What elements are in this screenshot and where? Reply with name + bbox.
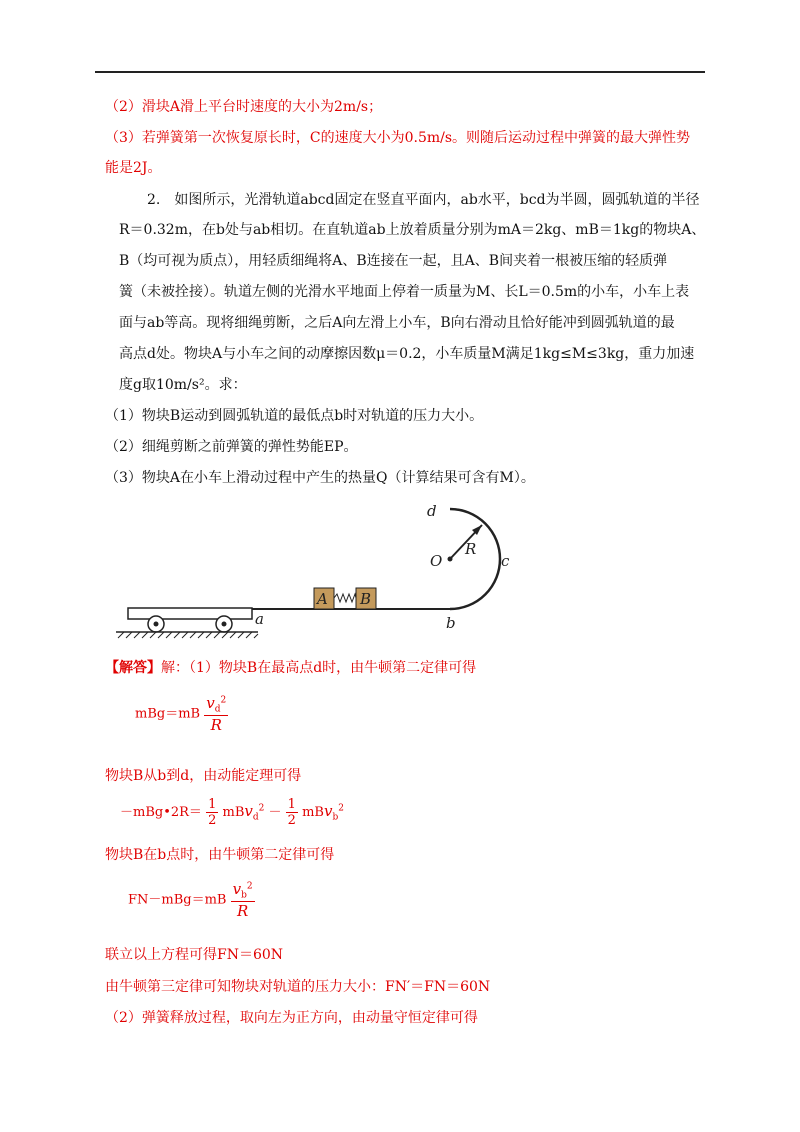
spring: [334, 594, 356, 602]
result-2: 由牛顿第三定律可知物块对轨道的压力大小：FN′＝FN＝60N: [105, 979, 491, 995]
eq2-half-den: 2: [208, 813, 217, 828]
eq2-half2-den: 2: [287, 813, 296, 828]
track-diagram: [110, 500, 530, 650]
eq2-v2: v: [323, 802, 333, 820]
solution-intro: 解：（1）物块B在最高点d时，由牛顿第二定律可得: [161, 660, 477, 676]
eq1-v: v: [206, 694, 215, 712]
question-1: （1）物块B运动到圆弧轨道的最低点b时对轨道的压力大小。: [105, 408, 484, 424]
problem-line-7: 度g取10m/s²。求：: [119, 377, 247, 393]
label-d: d: [427, 502, 437, 520]
eq3-fraction: $\frac{v_b^2}{R}$: [232, 880, 253, 920]
cart-wheel-right-hub: [222, 622, 227, 627]
eq2-term2: mB: [302, 805, 324, 820]
prev-answer-3-line2: 能是2J。: [105, 160, 162, 176]
eq2-v1: v: [244, 802, 253, 820]
prev-answer-2: （2）滑块A滑上平台时速度的大小为2m/s；: [105, 99, 383, 115]
problem-line-6: 高点d处。物块A与小车之间的动摩擦因数μ＝0.2，小车质量M满足1kg≤M≤3kg，重力加速: [119, 346, 695, 362]
solution-tag: 【解答】: [105, 660, 161, 676]
question-3: （3）物块A在小车上滑动过程中产生的热量Q（计算结果可含有M）。: [105, 470, 535, 486]
eq1-fraction: [204, 694, 228, 734]
prev-answer-3-line1: （3）若弹簧第一次恢复原长时，C的速度大小为0.5m/s。则随后运动过程中弹簧的最大弹性势: [105, 130, 691, 146]
problem-line-2: R＝0.32m，在b处与ab相切。在直轨道ab上放着质量分别为mA＝2kg、mB＝1kg的物块A、: [119, 222, 706, 238]
eq2-half2-num: 1: [287, 797, 296, 812]
label-O: O: [430, 552, 443, 570]
problem-line-1: 2. 如图所示，光滑轨道abcd固定在竖直平面内，ab水平，bcd为半圆，圆弧轨道的半径: [147, 192, 700, 208]
solution-intro-line: [105, 658, 476, 678]
label-b: b: [446, 614, 456, 632]
track-bcd: [450, 509, 500, 609]
cart-wheel-left-hub: [154, 622, 159, 627]
label-R: R: [465, 540, 477, 558]
eq1-sup: 2: [220, 695, 227, 706]
label-A: A: [317, 590, 328, 608]
problem-line-3: B（均可视为质点），用轻质细绳将A、B连接在一起，且A、B间夹着一根被压缩的轻质弹: [119, 253, 668, 269]
eq3-left: FN－mBg＝mB: [128, 892, 227, 908]
eq1-den: R: [210, 715, 222, 734]
solution-part-2: （2）弹簧释放过程，取向左为正方向，由动量守恒定律可得: [105, 1010, 478, 1026]
cart-body: [128, 608, 252, 619]
eq3-v: v: [232, 880, 242, 898]
equation-3: [128, 880, 255, 920]
eq2-minus: －: [268, 805, 282, 820]
ground-hatch: [118, 632, 258, 638]
eq2-left: －mBg•2R＝: [120, 805, 202, 820]
label-a: a: [255, 610, 264, 628]
solution-step-2: 物块B从b到d，由动能定理可得: [105, 768, 302, 784]
equation-2: －mBg•2R＝ $\frac{1}{2}$ mBv$_d^2$ － $\frac{1}{2}$ mBv$_b^2$: [120, 797, 344, 828]
eq2-term1: mB: [222, 805, 245, 820]
eq3-den: R: [236, 901, 249, 920]
result-1: 联立以上方程可得FN＝60N: [105, 947, 284, 963]
question-2: （2）细绳剪断之前弹簧的弹性势能EP。: [105, 439, 358, 455]
label-B: B: [360, 590, 372, 608]
eq2-half-num: 1: [208, 797, 217, 812]
solution-step-3: 物块B在b点时，由牛顿第二定律可得: [105, 847, 335, 863]
eq1-left: mBg＝mB: [135, 706, 201, 722]
eq1-sub: d: [214, 704, 221, 715]
equation-1: [135, 694, 228, 734]
label-c: c: [501, 552, 510, 570]
header-rule: [95, 71, 705, 73]
problem-line-4: 簧（未被拴接）。轨道左侧的光滑水平地面上停着一质量为M、长L＝0.5m的小车，小车上表: [119, 284, 690, 300]
problem-line-5: 面与ab等高。现将细绳剪断，之后A向左滑上小车，B向右滑动且恰好能冲到圆弧轨道的最: [119, 315, 675, 331]
